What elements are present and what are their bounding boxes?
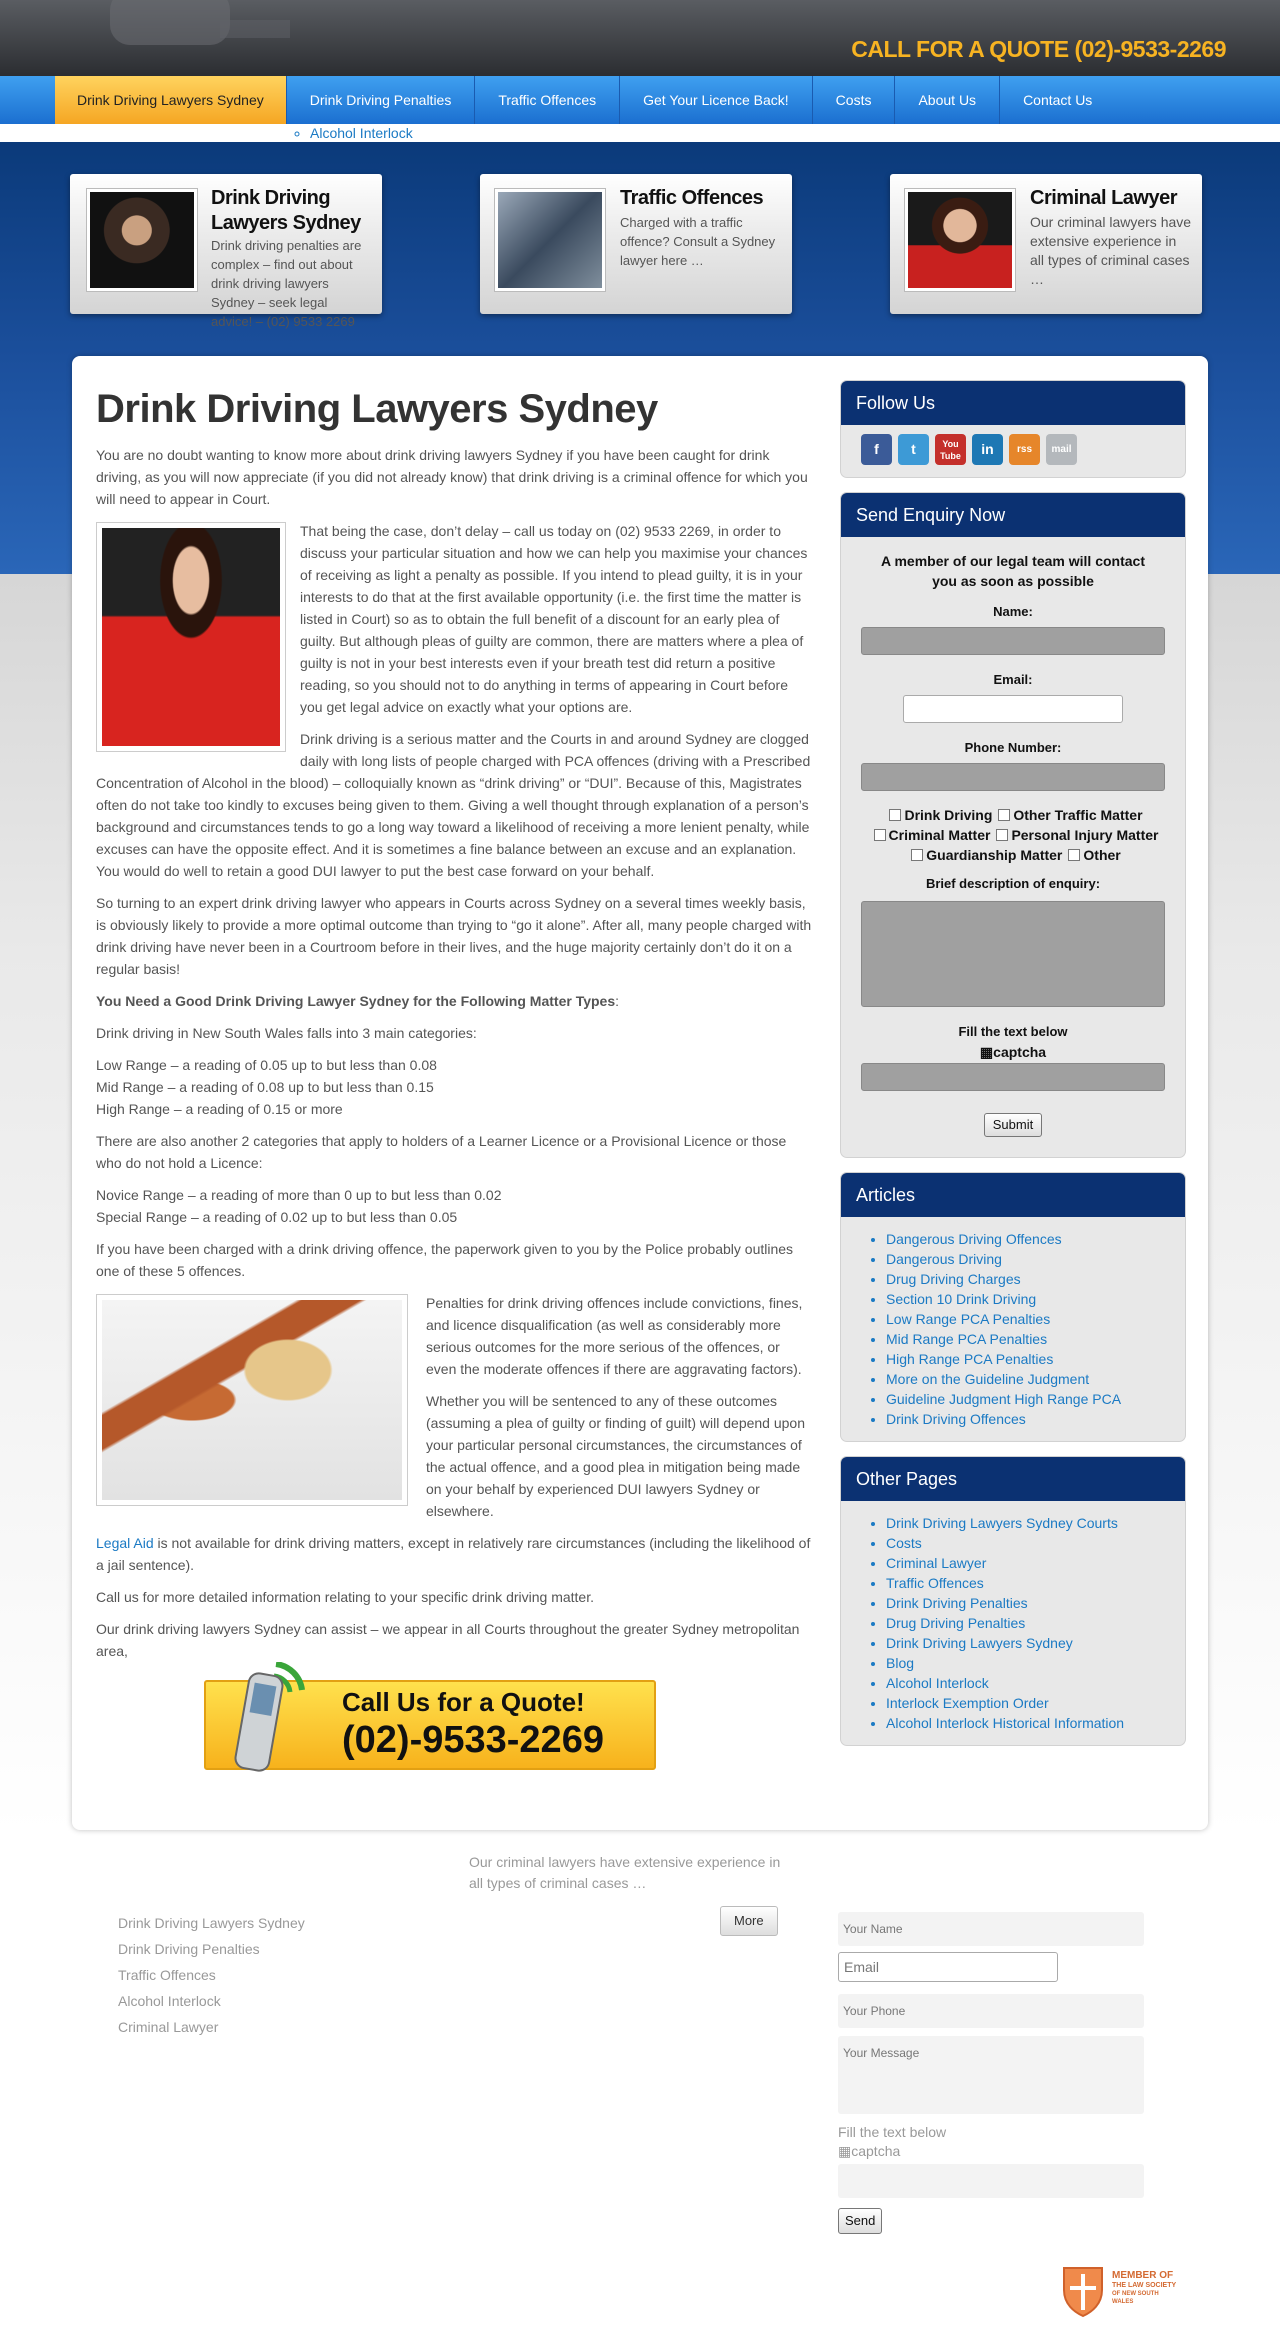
feature-text: Drink driving penalties are complex – find out about drink driving lawyers Sydney – seek legal advice! – (02) 9533 2269 xyxy=(211,238,362,329)
footer-link[interactable]: Drink Driving Penalties xyxy=(118,1941,260,1957)
sidebar xyxy=(840,380,1186,1760)
footer-link[interactable]: Traffic Offences xyxy=(118,1967,216,1983)
brief-label: Brief description of enquiry: xyxy=(925,876,1101,891)
nav-item-about[interactable]: About Us xyxy=(895,76,1000,124)
footer-blurb: Our criminal lawyers have extensive experience in all types of criminal cases … xyxy=(469,1854,781,1891)
phone-field[interactable] xyxy=(861,763,1165,791)
articles-widget xyxy=(840,1172,1186,1442)
page-link[interactable]: • Drink Driving Penalties xyxy=(886,1593,1165,1613)
footer-phone-input[interactable]: Your Phone xyxy=(838,1994,1144,2028)
article-link[interactable]: • More on the Guideline Judgment xyxy=(886,1369,1165,1389)
other-pages-list xyxy=(841,1501,1185,1745)
article-image-gavel xyxy=(96,1294,408,1506)
article-link[interactable]: • High Range PCA Penalties xyxy=(886,1349,1165,1369)
submit-button[interactable]: Submit xyxy=(984,1113,1042,1137)
main-container xyxy=(72,356,1208,1830)
checkbox[interactable] xyxy=(996,829,1008,841)
nav-item-licence-back[interactable]: Get Your Licence Back! xyxy=(620,76,813,124)
site-header xyxy=(0,0,1280,76)
paragraph: Whether you will be sentenced to any of these outcomes (assuming a plea of guilty or finding of guilt) will depend upon your particular personal circumstances, the circumstances of the actual offence, and a good plea in mitigation being made on your behalf by experienced DUI lawyers Sydney or elsewhere. xyxy=(426,1393,806,1519)
footer-captcha-input[interactable] xyxy=(838,2164,1144,2198)
article-content xyxy=(96,386,812,1770)
nav-item-costs[interactable]: Costs xyxy=(813,76,896,124)
paragraph: Drink driving in New South Wales falls into 3 main categories: xyxy=(96,1025,477,1041)
name-label: Name: xyxy=(993,604,1033,619)
more-button[interactable]: More xyxy=(720,1906,778,1936)
footer-links xyxy=(118,1910,305,2040)
quote-phone[interactable]: CALL FOR A QUOTE (02)-9533-2269 xyxy=(851,36,1226,62)
feature-title: Drink Driving Lawyers Sydney xyxy=(211,187,361,234)
badge-text: MEMBER OF THE LAW SOCIETY OF NEW SOUTH WALES xyxy=(1112,2270,1177,2305)
paragraph: Our drink driving lawyers Sydney can assist – we appear in all Courts throughout the greater Sydney metropolitan area, xyxy=(96,1621,800,1659)
widget-title: Other Pages xyxy=(841,1457,1185,1501)
page-link[interactable]: • Drug Driving Penalties xyxy=(886,1613,1165,1633)
page-link[interactable]: • Alcohol Interlock xyxy=(886,1673,1165,1693)
range-list: Novice Range – a reading of more than 0 up to but less than 0.02 Special Range – a reading of 0.02 up to but less than 0.05 xyxy=(96,1187,502,1225)
email-field[interactable] xyxy=(903,695,1123,723)
banner-line-2: (02)-9533-2269 xyxy=(342,1719,604,1761)
paragraph: Call us for more detailed information relating to your specific drink driving matter. xyxy=(96,1589,594,1605)
article-image-woman xyxy=(96,522,286,752)
page-link[interactable]: • Criminal Lawyer xyxy=(886,1553,1165,1573)
paragraph: So turning to an expert drink driving lawyer who appears in Courts across Sydney on a several times weekly basis, is obviously likely to provide a more optimal outcome than trying to “go it alone”. After all, many people charged with drink driving have never been in a Courtroom before in their lives, and the huge majority certainly don’t do it on a regular basis! xyxy=(96,895,812,977)
twitter-icon[interactable]: t xyxy=(898,434,929,465)
page-link[interactable]: • Drink Driving Lawyers Sydney Courts xyxy=(886,1513,1165,1533)
social-icons xyxy=(841,425,1185,477)
phone-label: Phone Number: xyxy=(964,740,1062,755)
footer-captcha-label: Fill the text below xyxy=(838,2124,947,2140)
captcha-field[interactable] xyxy=(861,1063,1165,1091)
paragraph: If you have been charged with a drink driving offence, the paperwork given to you by the Police probably outlines one of these 5 offences. xyxy=(96,1241,794,1279)
nav-item-contact[interactable]: Contact Us xyxy=(1023,92,1093,108)
linkedin-icon[interactable]: in xyxy=(972,434,1003,465)
feature-title: Criminal Lawyer xyxy=(1030,187,1178,209)
feature-text: Charged with a traffic offence? Consult a Sydney lawyer here … xyxy=(620,215,776,268)
facebook-icon[interactable]: f xyxy=(861,434,892,465)
page-link[interactable]: • Alcohol Interlock Historical Information xyxy=(886,1713,1165,1733)
paragraph: Penalties for drink driving offences include convictions, fines, and licence disqualification (as well as considerably more serious outcomes for the more serious of the offences, or even the moderate offences if there are aggravating factors). xyxy=(426,1295,803,1377)
page-link[interactable]: • Drink Driving Lawyers Sydney xyxy=(886,1633,1165,1653)
footer-link[interactable]: Criminal Lawyer xyxy=(118,2019,219,2035)
law-society-crest-icon xyxy=(1060,2264,1106,2318)
article-link[interactable]: • Drink Driving Offences xyxy=(886,1409,1165,1429)
feature-box-criminal[interactable] xyxy=(890,174,1202,314)
footer-message-input[interactable]: Your Message xyxy=(838,2036,1144,2114)
article-link[interactable]: • Guideline Judgment High Range PCA xyxy=(886,1389,1165,1409)
nav-item-penalties[interactable]: Drink Driving Penalties xyxy=(287,76,476,124)
captcha-label: Fill the text below xyxy=(958,1024,1068,1039)
nav-submenu xyxy=(300,124,1280,142)
checkbox[interactable] xyxy=(874,829,886,841)
nav-sub-alcohol-interlock[interactable]: ◦ Alcohol Interlock xyxy=(310,124,1280,142)
checkbox[interactable] xyxy=(998,809,1010,821)
phone-icon xyxy=(228,1662,306,1777)
send-button[interactable]: Send xyxy=(838,2208,882,2234)
subheading: You Need a Good Drink Driving Lawyer Sydney for the Following Matter Types: xyxy=(96,993,620,1009)
article-link[interactable]: • Low Range PCA Penalties xyxy=(886,1309,1165,1329)
enquiry-form xyxy=(841,537,1185,1157)
widget-title: Follow Us xyxy=(841,381,1185,425)
matter-checkboxes: Drink Driving Other Traffic Matter Criminal Matter Personal Injury Matter Guardianship Matter Other xyxy=(861,805,1165,865)
checkbox[interactable] xyxy=(911,849,923,861)
feature-image-woman xyxy=(904,188,1016,292)
other-pages-widget xyxy=(840,1456,1186,1746)
footer-link[interactable]: Drink Driving Lawyers Sydney xyxy=(118,1915,305,1931)
checkbox[interactable] xyxy=(889,809,901,821)
range-list: Low Range – a reading of 0.05 up to but less than 0.08 Mid Range – a reading of 0.08 up to but less than 0.15 High Range – a reading of 0.15 or more xyxy=(96,1057,437,1117)
footer-captcha-image: ▦captcha xyxy=(838,2143,901,2159)
checkbox[interactable] xyxy=(1068,849,1080,861)
page-link[interactable]: • Costs xyxy=(886,1533,1165,1553)
page-link[interactable]: • Interlock Exemption Order xyxy=(886,1693,1165,1713)
enquiry-widget xyxy=(840,492,1186,1158)
brief-textarea[interactable] xyxy=(861,901,1165,1007)
legal-aid-link[interactable]: Legal Aid xyxy=(96,1535,154,1551)
paragraph: You are no doubt wanting to know more about drink driving lawyers Sydney if you have been caught for drink driving, as you will now appreciate (if you did not already know) that drink driving is a criminal offence for which you will need to appear in Court. xyxy=(96,447,808,507)
feature-image-police xyxy=(494,188,606,292)
paragraph: That being the case, don’t delay – call us today on (02) 9533 2269, in order to discuss your particular situation and how we can help you maximise your chances of receiving as light a penalty as possible. If you intend to plead guilty, it is in your interests to do that at the first available opportunity (i.e. the first time the matter is listed in Court) so as to obtain the full benefit of a discount for an early plea of guilty. But although pleas of guilty are common, there are matters where a plea of guilty is not in your best interests even if your breath test did return a positive reading, so you should not to do anything in terms of appearing in Court before you get legal advice on exactly what your options are. xyxy=(300,523,808,715)
feature-box-traffic[interactable] xyxy=(480,174,792,314)
nav-item-drink-driving-lawyers[interactable]: Drink Driving Lawyers Sydney xyxy=(55,76,287,124)
banner-line-1: Call Us for a Quote! xyxy=(342,1687,585,1717)
youtube-icon[interactable]: You Tube xyxy=(935,434,966,465)
footer-link[interactable]: Alcohol Interlock xyxy=(118,1993,221,2009)
feature-box-drink-driving[interactable] xyxy=(70,174,382,329)
feature-title: Traffic Offences xyxy=(620,187,764,209)
page-title: Drink Driving Lawyers Sydney xyxy=(96,387,658,431)
mail-icon[interactable]: mail xyxy=(1046,434,1077,465)
call-quote-banner[interactable] xyxy=(204,1680,656,1770)
paragraph: There are also another 2 categories that apply to holders of a Learner Licence or a Provisional Licence or those who do not hold a Licence: xyxy=(96,1133,787,1171)
articles-list xyxy=(841,1217,1185,1441)
paragraph: Legal Aid is not available for drink driving matters, except in relatively rare circumstances (including the likelihood of a jail sentence). xyxy=(96,1535,811,1573)
article-link[interactable]: • Dangerous Driving xyxy=(886,1249,1165,1269)
name-field[interactable] xyxy=(861,627,1165,655)
captcha-image: ▦captcha xyxy=(979,1044,1047,1060)
paragraph: Drink driving is a serious matter and the Courts in and around Sydney are clogged daily with long lists of people charged with PCA offences (driving with a Prescribed Concentration of Alcohol in the blood) – colloquially known as “drink driving” or “DUI”. Because of this, Magistrates often do not take too kindly to excuses being given to them. Giving a well thought through explanation of a person’s background and circumstances tends to go a long way toward a likelihood of receiving a more lenient penalty, while excuses can have the opposite effect. And it is sometimes a fine balance between an excuse and an explanation. You would do well to retain a good DUI lawyer to put the best case forward on your behalf. xyxy=(96,731,811,879)
article-link[interactable]: • Section 10 Drink Driving xyxy=(886,1289,1165,1309)
page-link[interactable]: • Traffic Offences xyxy=(886,1573,1165,1593)
main-nav xyxy=(0,76,1280,124)
enquiry-intro: A member of our legal team will contact you as soon as possible xyxy=(881,553,1145,589)
widget-title: Articles xyxy=(841,1173,1185,1217)
site-footer xyxy=(0,1834,1280,2331)
law-society-badge[interactable] xyxy=(1060,2264,1180,2318)
gavel-icon xyxy=(70,0,290,76)
feature-text: Our criminal lawyers have extensive experience in all types of criminal cases … xyxy=(1030,214,1192,287)
follow-widget xyxy=(840,380,1186,478)
article-link[interactable]: • Mid Range PCA Penalties xyxy=(886,1329,1165,1349)
footer-name-input[interactable]: Your Name xyxy=(838,1912,1144,1946)
article-link[interactable]: • Dangerous Driving Offences xyxy=(886,1229,1165,1249)
rss-icon[interactable]: rss xyxy=(1009,434,1040,465)
article-link[interactable]: • Drug Driving Charges xyxy=(886,1269,1165,1289)
nav-item-traffic-offences[interactable]: Traffic Offences xyxy=(475,76,620,124)
email-label: Email: xyxy=(993,672,1033,687)
footer-email-input[interactable]: Email xyxy=(838,1952,1058,1982)
page-link[interactable]: • Blog xyxy=(886,1653,1165,1673)
widget-title: Send Enquiry Now xyxy=(841,493,1185,537)
